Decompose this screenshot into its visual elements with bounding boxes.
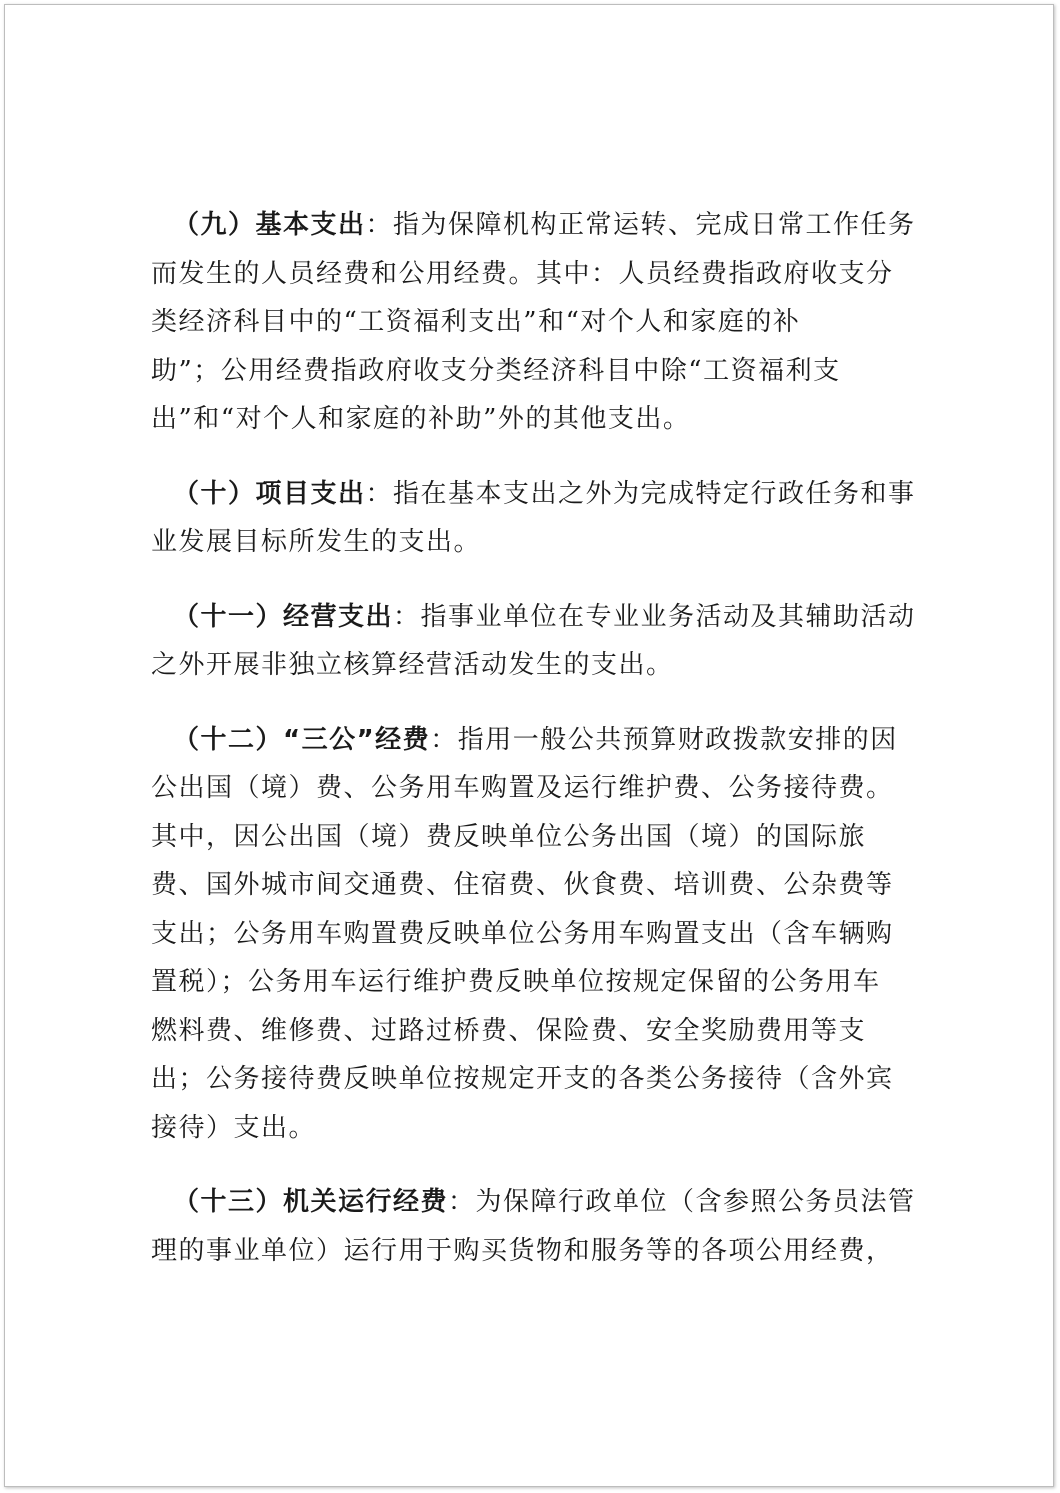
line-text: 为保障行政单位（含参照公务员法管 [475,1187,916,1217]
document-page [4,4,1054,1487]
paragraph-line: 支出；公务用车购置费反映单位公务用车购置支出（含车辆购 [151,918,894,949]
paragraph-line: 而发生的人员经费和公用经费。其中：人员经费指政府收支分 [151,258,894,289]
term-heading: （十二）“三公”经费 [173,724,431,755]
paragraph-line [151,593,931,642]
term-heading: （九）基本支出 [173,210,366,240]
paragraph-line: 费、国外城市间交通费、住宿费、伙食费、培训费、公杂费等 [151,870,894,900]
term-heading: （十一）经营支出 [173,601,394,632]
paragraph-line: 接待）支出。 [151,1112,317,1143]
term-separator: ： [365,478,394,509]
line-text: 指事业单位在专业业务活动及其辅助活动 [420,601,916,632]
term-heading: （十）项目支出 [173,478,366,509]
paragraph-three-public-expenses [151,716,931,1153]
line-text: 指在基本支出之外为完成特定行政任务和事 [393,478,916,509]
line-text: 指用一般公共预算财政拨款安排的因 [457,724,898,755]
term-separator: ： [430,724,458,755]
paragraph-project-expenditure [151,470,931,567]
paragraph-line: 其中，因公出国（境）费反映单位公务出国（境）的国际旅 [151,821,867,852]
paragraph-agency-operating-costs [151,1178,931,1275]
paragraph-line: 助”；公用经费指政府收支分类经济科目中除“工资福利支 [151,355,841,386]
paragraph-line: 之外开展非独立核算经营活动发生的支出。 [151,650,674,680]
paragraph-line [151,470,931,519]
paragraph-line: 业发展目标所发生的支出。 [151,527,482,557]
line-text: 指为保障机构正常运转、完成日常工作任务 [393,210,916,240]
document-body [151,201,931,1301]
paragraph-operating-expenditure [151,593,931,690]
term-separator: ： [365,210,394,240]
paragraph-line: 公出国（境）费、公务用车购置及运行维护费、公务接待费。 [151,773,894,803]
paragraph-line: 出；公务接待费反映单位按规定开支的各类公务接待（含外宾 [151,1064,894,1094]
paragraph-line: 出”和“对个人和家庭的补助”外的其他支出。 [151,404,691,434]
paragraph-line: 置税）；公务用车运行维护费反映单位按规定保留的公务用车 [151,967,881,997]
paragraph-line: 类经济科目中的“工资福利支出”和“对个人和家庭的补 [151,307,801,337]
term-separator: ： [393,601,421,632]
term-separator: ： [448,1187,476,1217]
paragraph-line: 燃料费、维修费、过路过桥费、保险费、安全奖励费用等支 [151,1015,867,1046]
paragraph-line [151,1178,931,1227]
term-heading: （十三）机关运行经费 [173,1187,449,1217]
paragraph-line [151,716,931,765]
paragraph-line: 理的事业单位）运行用于购买货物和服务等的各项公用经费， [151,1235,894,1266]
paragraph-basic-expenditure [151,201,931,444]
paragraph-line [151,201,931,250]
